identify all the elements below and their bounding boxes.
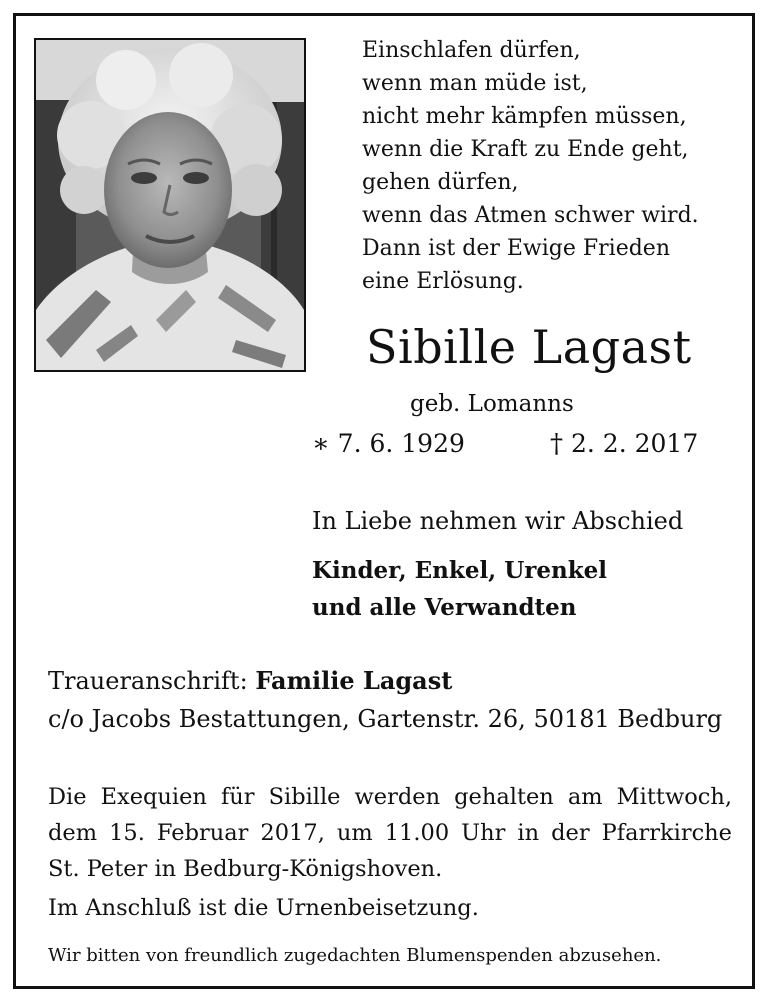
flower-donation-note: Wir bitten von freundlich zugedachten Blumenspenden abzusehen. xyxy=(48,945,662,966)
birth-star-icon: ∗ xyxy=(312,429,330,459)
deceased-name: Sibille Lagast xyxy=(366,320,692,374)
poem-line: wenn das Atmen schwer wird. xyxy=(362,203,699,228)
service-line: Die Exequien für Sibille werden gehalten am Mittwoch, xyxy=(48,784,732,810)
poem-line: wenn die Kraft zu Ende geht, xyxy=(362,137,689,162)
mourners-line: Kinder, Enkel, Urenkel xyxy=(312,557,608,584)
address-line-1 xyxy=(48,662,722,700)
urn-burial-note: Im Anschluß ist die Urnenbeisetzung. xyxy=(48,895,479,921)
mourners-line: und alle Verwandten xyxy=(312,594,577,621)
poem-line: nicht mehr kämpfen müssen, xyxy=(362,104,687,129)
mourners xyxy=(312,552,607,626)
portrait-photo xyxy=(34,38,306,372)
death-cross-icon: † xyxy=(550,429,563,459)
birth-date-group xyxy=(312,425,465,463)
death-date-group xyxy=(550,425,698,463)
memorial-poem xyxy=(362,34,732,298)
poem-line: gehen dürfen, xyxy=(362,170,519,195)
poem-line: Dann ist der Ewige Frieden xyxy=(362,236,670,261)
address-family: Familie Lagast xyxy=(255,666,453,695)
mourning-address xyxy=(48,662,722,738)
poem-line: eine Erlösung. xyxy=(362,269,524,294)
death-date: 2. 2. 2017 xyxy=(571,429,699,458)
poem-line: wenn man müde ist, xyxy=(362,71,588,96)
service-line: St. Peter in Bedburg-Königshoven. xyxy=(48,856,443,882)
service-line: dem 15. Februar 2017, um 11.00 Uhr in der Pfarrkirche xyxy=(48,820,732,846)
address-label: Traueranschrift: xyxy=(48,667,248,695)
farewell-text: In Liebe nehmen wir Abschied xyxy=(312,507,684,535)
service-details xyxy=(48,779,732,887)
poem-line: Einschlafen dürfen, xyxy=(362,38,581,63)
birth-date: 7. 6. 1929 xyxy=(337,429,465,458)
maiden-name: geb. Lomanns xyxy=(410,391,574,417)
address-line-2: c/o Jacobs Bestattungen, Gartenstr. 26, 50181 Bedburg xyxy=(48,705,723,733)
